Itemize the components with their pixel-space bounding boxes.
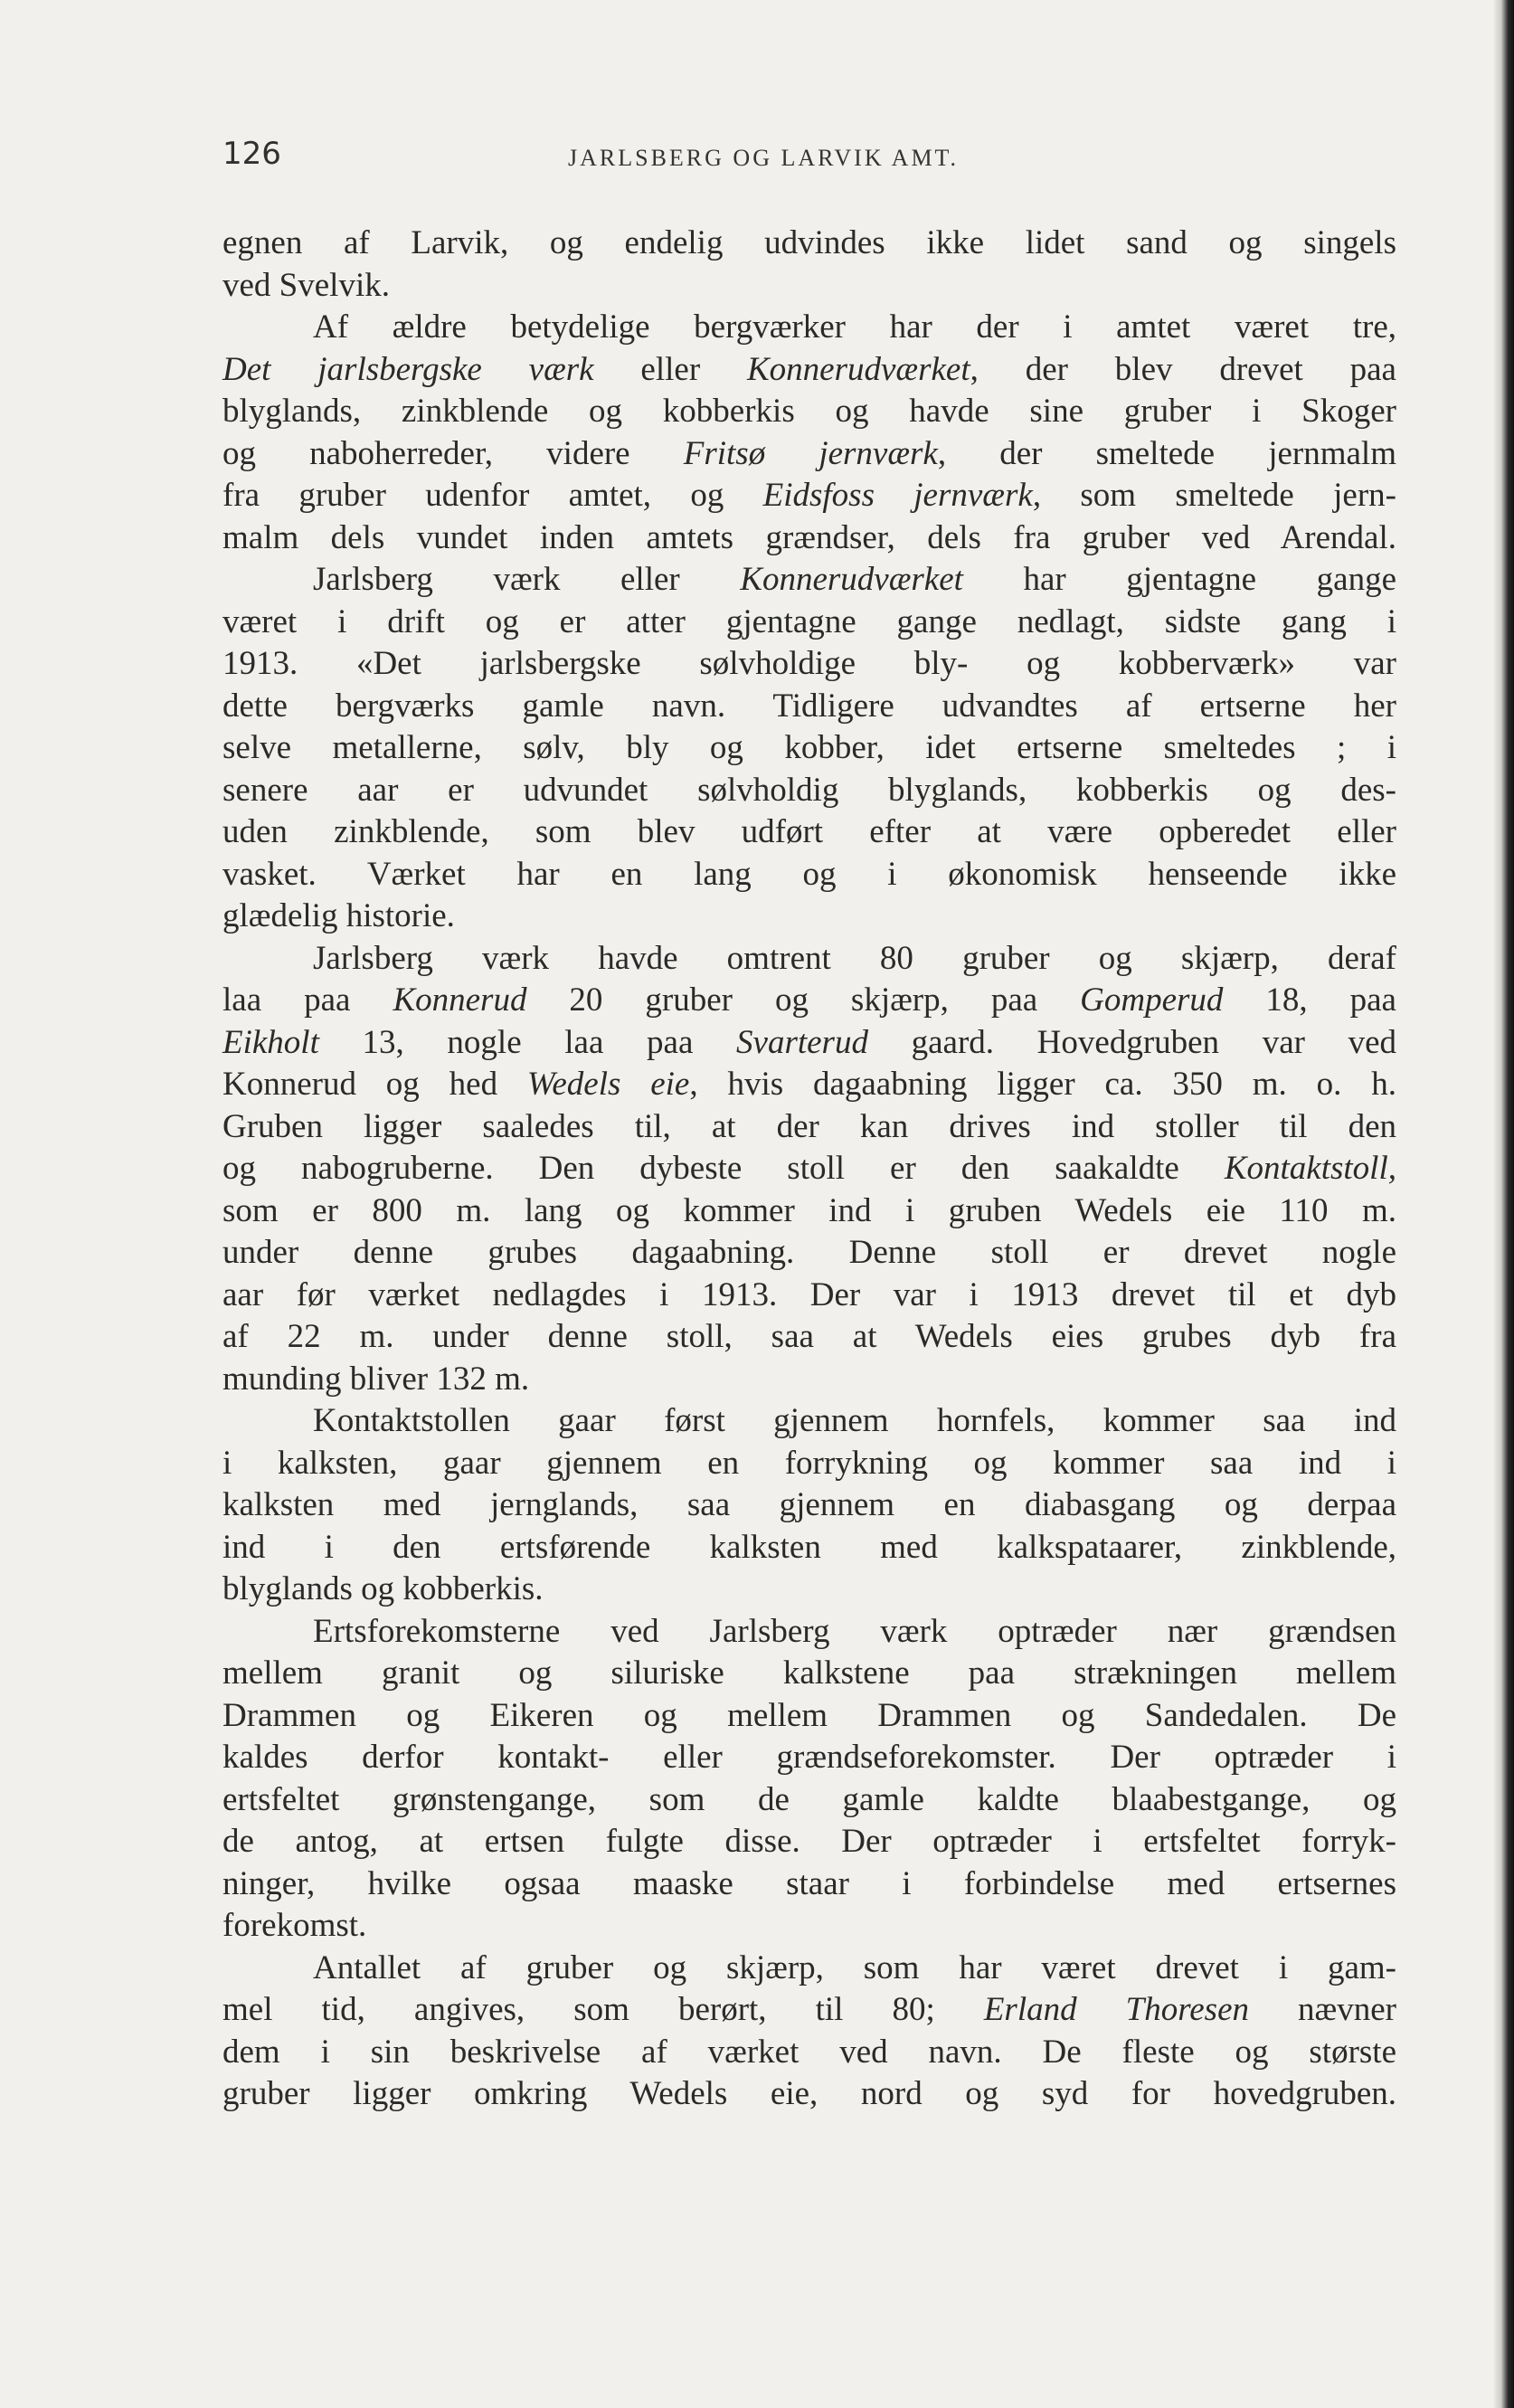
page-edge-shadow xyxy=(1494,0,1514,2408)
running-head: JARLSBERG OG LARVIK AMT. xyxy=(568,145,960,171)
text-line: ninger, hvilke ogsaa maaske staar i forbindelse med ertsernes xyxy=(222,1864,1396,1902)
text-line: vasket. Værket har en lang og i økonomisk henseende ikke xyxy=(222,855,1396,893)
text-line: som er 800 m. lang og kommer ind i gruben Wedels eie 110 m. xyxy=(222,1191,1396,1229)
page-header xyxy=(222,136,1396,181)
paragraph-start-line: Ertsforekomsterne ved Jarlsberg værk optræder nær grændsen xyxy=(313,1612,1396,1650)
paragraph-start-line: Antallet af gruber og skjærp, som har været drevet i gam- xyxy=(313,1948,1396,1986)
italic-name: Eikholt xyxy=(222,1023,319,1061)
paragraph-start-line: Jarlsberg værk havde omtrent 80 gruber og skjærp, deraf xyxy=(313,939,1396,977)
text-line: selve metallerne, sølv, bly og kobber, idet ertserne smeltedes ; i xyxy=(222,729,1396,766)
italic-name: Erland Thoresen xyxy=(983,1991,1249,2028)
text-line: kaldes derfor kontakt- eller grændseforekomster. Der optræder i xyxy=(222,1739,1396,1776)
text-line: malm dels vundet inden amtets grændser, dels fra gruber ved Arendal. xyxy=(222,518,1396,556)
italic-name: Konnerudværket xyxy=(740,561,963,598)
text-line: munding bliver 132 m. xyxy=(222,1360,530,1398)
paragraph-start-line: Kontaktstollen gaar først gjennem hornfels, kommer saa ind xyxy=(313,1402,1396,1439)
italic-name: Fritsø jernværk xyxy=(683,434,938,472)
text-line: kalksten med jernglands, saa gjennem en diabasgang og derpaa xyxy=(222,1486,1396,1523)
text-line: og nabogruberne. Den dybeste stoll er den saakaldte Kontaktstoll, xyxy=(222,1150,1396,1187)
text-line: Gruben ligger saaledes til, at der kan drives ind stoller til den xyxy=(222,1107,1396,1145)
text-line: de antog, at ertsen fulgte disse. Der optræder i ertsfeltet forryk- xyxy=(222,1823,1396,1860)
text-line: fra gruber udenfor amtet, og Eidsfoss jernværk, som smeltede jern- xyxy=(222,477,1396,514)
text-line: været i drift og er atter gjentagne gange nedlagt, sidste gang i xyxy=(222,602,1396,640)
text-line: glædelig historie. xyxy=(222,897,455,934)
text-line: senere aar er udvundet sølvholdig blyglands, kobberkis og des- xyxy=(222,771,1396,809)
italic-name: Kontaktstoll, xyxy=(1224,1150,1396,1187)
text-line: forekomst. xyxy=(222,1907,367,1944)
text-line: Eikholt 13, nogle laa paa Svarterud gaard. Hovedgruben var ved xyxy=(222,1023,1397,1061)
paragraph-start-line: Jarlsberg værk eller Konnerudværket har gjentagne gange xyxy=(313,561,1397,598)
italic-name: Wedels eie xyxy=(526,1066,690,1103)
paragraph-start-line: Af ældre betydelige bergværker har der i amtet været tre, xyxy=(313,308,1396,346)
page-number: 126 xyxy=(222,136,281,172)
text-line: mel tid, angives, som berørt, til 80; Erland Thoresen nævner xyxy=(222,1991,1396,2028)
italic-name: Det jarlsbergske værk xyxy=(222,350,594,388)
text-line: mellem granit og siluriske kalkstene paa strækningen mellem xyxy=(222,1654,1396,1692)
text-line: under denne grubes dagaabning. Denne stoll er drevet nogle xyxy=(222,1234,1396,1271)
text-line: blyglands, zinkblende og kobberkis og havde sine gruber i Skoger xyxy=(222,393,1396,430)
text-line: 1913. «Det jarlsbergske sølvholdige bly- og kobberværk» var xyxy=(222,645,1396,682)
text-line: egnen af Larvik, og endelig udvindes ikke lidet sand og singels xyxy=(222,224,1396,261)
text-line: dem i sin beskrivelse af værket ved navn. De fleste og største xyxy=(222,2033,1396,2071)
text-line: aar før værket nedlagdes i 1913. Der var i 1913 drevet til et dyb xyxy=(222,1275,1396,1313)
text-line: Konnerud og hed Wedels eie, hvis dagaabning ligger ca. 350 m. o. h. xyxy=(222,1066,1396,1103)
italic-name: Konnerudværket xyxy=(747,350,970,388)
text-line: ertsfeltet grønstengange, som de gamle kaldte blaabestgange, og xyxy=(222,1780,1396,1818)
text-line: af 22 m. under denne stoll, saa at Wedels eies grubes dyb fra xyxy=(222,1318,1396,1355)
body-text xyxy=(222,223,1396,2116)
text-line: Drammen og Eikeren og mellem Drammen og Sandedalen. De xyxy=(222,1696,1396,1734)
text-line: dette bergværks gamle navn. Tidligere udvandtes af ertserne her xyxy=(222,687,1396,725)
text-line: og naboherreder, videre Fritsø jernværk, der smeltede jernmalm xyxy=(222,434,1396,472)
text-line: i kalksten, gaar gjennem en forrykning og kommer saa ind i xyxy=(222,1444,1396,1482)
text-line: ved Svelvik. xyxy=(222,266,390,304)
italic-name: Eidsfoss jernværk xyxy=(762,477,1033,514)
text-line: laa paa Konnerud 20 gruber og skjærp, paa Gomperud 18, paa xyxy=(222,981,1396,1019)
text-line: gruber ligger omkring Wedels eie, nord og syd for hovedgruben. xyxy=(222,2075,1396,2112)
text-line: ind i den ertsførende kalksten med kalkspataarer, zinkblende, xyxy=(222,1528,1396,1566)
italic-name: Gomperud xyxy=(1080,981,1224,1019)
text-line: blyglands og kobberkis. xyxy=(222,1570,544,1607)
text-line: Det jarlsbergske værk eller Konnerudværket, der blev drevet paa xyxy=(222,350,1396,388)
italic-name: Svarterud xyxy=(736,1023,868,1061)
text-line: uden zinkblende, som blev udført efter at være opberedet eller xyxy=(222,813,1396,850)
italic-name: Konnerud xyxy=(393,981,527,1019)
